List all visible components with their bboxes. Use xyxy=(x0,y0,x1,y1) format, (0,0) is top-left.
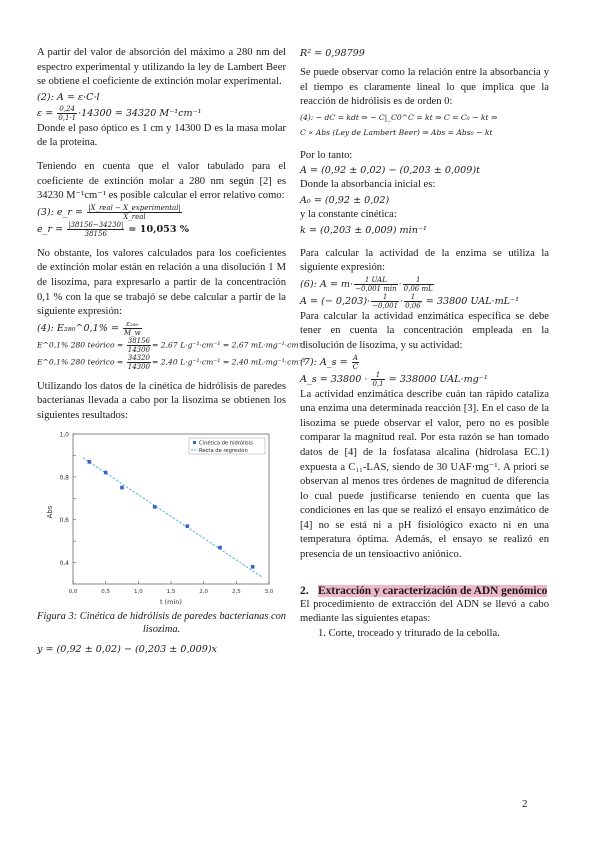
legend-marker-points xyxy=(193,441,196,444)
paragraph-kinetics-intro: Utilizando los datos de la cinética de hidrólisis de paredes bacterianas llevada a cabo por la lisozima se obtienen los siguientes resultados: xyxy=(37,380,286,421)
data-point xyxy=(104,470,108,474)
equation-3: (3): e_r = $\frac{\text{|X\_real − X\_experimental|}}{\text{X\_real}}$ xyxy=(37,203,181,221)
x-tick-label: 0,5 xyxy=(101,588,111,595)
data-point xyxy=(186,524,190,528)
equation-activity: A = (− 0,203)· $\frac{1}{-0,001}$ · $\frac{1}{0,06}$ = 33800 UAL·mL⁻¹ xyxy=(300,292,519,310)
page-number: 2 xyxy=(522,798,528,810)
x-tick-label: 3,0 xyxy=(264,588,274,595)
legend-label-points: Cinética de hidrólisis xyxy=(199,440,253,446)
y-tick-label: 0,6 xyxy=(59,516,69,524)
right-column xyxy=(300,46,549,641)
equation-a0: A₀ = (0,92 ± 0,02) xyxy=(300,194,390,206)
paragraph-kinetic-constant: y la constante cinética: xyxy=(300,208,397,220)
paragraph-enzyme-activity: Para calcular la actividad de la enzima se utiliza la siguiente expresión: xyxy=(300,247,549,274)
equation-2: (2): A = ε·C·l xyxy=(37,91,100,103)
x-tick-label: 1,0 xyxy=(133,588,143,595)
equation-absorbance: A = (0,92 ± 0,02) − (0,203 ± 0,009)t xyxy=(300,165,480,177)
equation-fit: y = (0,92 ± 0,02) − (0,203 ± 0,009)x xyxy=(37,643,218,655)
y-tick-label: 1,0 xyxy=(59,431,69,438)
y-axis-label: Abs xyxy=(46,505,54,518)
legend-label-line: Recta de regresión xyxy=(199,447,248,454)
equation-specific-activity: A_s = 33800 · $\frac{1}{0,1}$ = 338000 UAL·mg⁻¹ xyxy=(300,370,488,388)
equation-rate-1: (4): − dC = kdt ⇒ − C|_C0^C = kt ⇒ C = C₀ − kt ⇒ xyxy=(300,112,498,122)
paragraph-specific-activity: Para calcular la actividad enzimática específica se debe tener en cuenta la concentración empleada en la disolución de lisozima, y su actividad: xyxy=(300,310,549,351)
paragraph-tabulated-value: Teniendo en cuenta que el valor tabulado para el coeficiente de extinción molar a 280 nm según [2] es 34230 M⁻¹cm⁻¹ es posible calcular el error relativo como: xyxy=(37,160,286,202)
data-point xyxy=(120,485,124,489)
section-number: 2. xyxy=(300,584,309,597)
equation-epsilon: ε = $\frac{0,24}{0,1\cdot 1}$ ·14300 = 34320 M⁻¹cm⁻¹ xyxy=(37,104,202,122)
figure-caption: Figura 3: Cinética de hidrólisis de paredes bacterianas con lisozima. xyxy=(37,610,286,635)
equation-6: (6): A = m· $\frac{\text{1 UAL}}{-0,001 \min}$ · $\frac{1}{0,06 mL}$ xyxy=(300,275,433,293)
paragraph-initial-absorbance: Donde la absorbancia inicial es: xyxy=(300,179,436,191)
data-point xyxy=(218,545,222,549)
equation-k: k = (0,203 ± 0,009) min⁻¹ xyxy=(300,224,427,236)
paragraph-lambert-beer: A partir del valor de absorción del máximo a 280 nm del espectro experimental y utilizando la ley de Lambert Beer se obtiene el coeficiente de extinción molar experimental. xyxy=(37,47,286,88)
data-point xyxy=(153,505,157,509)
x-tick-label: 2,5 xyxy=(231,588,241,595)
left-column xyxy=(37,46,306,657)
paragraph-therefore: Por lo tanto: xyxy=(300,149,353,161)
data-point xyxy=(251,565,255,569)
x-tick-label: 1,5 xyxy=(166,588,176,595)
section-title: Extracción y caracterización de ADN genómico xyxy=(318,584,548,597)
x-tick-label: 2,0 xyxy=(199,588,209,595)
x-tick-label: 0,0 xyxy=(68,588,78,595)
y-tick-label: 0,8 xyxy=(59,473,69,481)
equation-rate-2: C ∝ Abs (Ley de Lambert Beer) ⇒ Abs = Abs₀ − kt xyxy=(300,127,493,137)
equation-relative-error: e_r = $\frac{|38156-34230|}{38156}$ = 10,053 % xyxy=(37,220,189,238)
equation-r-squared: R² = 0,98799 xyxy=(300,48,365,59)
y-tick-label: 0,4 xyxy=(59,559,69,567)
paragraph-linear-relation: Se puede observar como la relación entre la absorbancia y el tiempo es claramente lineal lo que implica que la reacción de hidrólisis es de orden 0: xyxy=(300,67,549,108)
paragraph-extraction: El procedimiento de extracción del ADN se llevó a cabo mediante las siguientes etapas: xyxy=(300,598,549,625)
equation-theoretical-e: E^0,1% 280 teórico = $\frac{34320}{14300}$ = 2,40 L·g⁻¹·cm⁻¹ = 2,40 mL·mg⁻¹·cm⁻¹ xyxy=(37,353,306,371)
kinetics-chart-svg xyxy=(43,430,275,608)
list-item: 1. Corte, troceado y triturado de la cebolla. xyxy=(318,627,500,639)
paragraph-however: No obstante, los valores calculados para los coeficientes de extinción molar están en relación a una disolución 1 M de lisozima, para expresarlo a partir de la concentración 0,1 % con la que se trabajó se debe calcular a partir de la siguiente expresión: xyxy=(37,247,286,318)
section-heading xyxy=(300,585,549,598)
x-axis-label: t (min) xyxy=(160,597,182,606)
equation-4: (4): E₂₈₀^0,1% = $\frac{\text{ε₂₈₀}}{M\_w}$ xyxy=(37,319,141,337)
paragraph-optical-path: Donde el paso óptico es 1 cm y 14300 D es la masa molar de la proteína. xyxy=(37,122,286,149)
equation-7: (7): A_s = $\frac{A}{C}$ xyxy=(300,353,359,371)
data-point xyxy=(88,460,92,464)
kinetics-chart xyxy=(43,430,275,608)
paragraph-activity-discussion: La actividad enzimática describe cuán tan rápido cataliza una enzima una determinada reacción [3]. En el caso de la lisozima se puede observar el valor, pero no es posible comparar la magnitud real. Por esta razón se han tomado datos de [4] de la fosfatasa alcalina (hidrolasa EC.1) expuesta a C₁₁-LAS, siendo de 30 UAF·mg⁻¹. A priori se observan al menos tres órdenes de magnitud de diferencia lo cual puede justificarse teniendo en cuenta que las condiciones en las que se realizó el ensayo enzimático de [4] no se está ni a pH fisiológico exacto ni en una temperatura óptima. Además, el ensayo se realizó en presencia de un tensioactivo aniónico. xyxy=(300,388,549,561)
equation-experimental-e: E^0,1% 280 teórico = $\frac{38156}{14300}$ = 2,67 L·g⁻¹·cm⁻¹ = 2,67 mL·mg⁻¹·cm⁻¹ xyxy=(37,336,306,354)
